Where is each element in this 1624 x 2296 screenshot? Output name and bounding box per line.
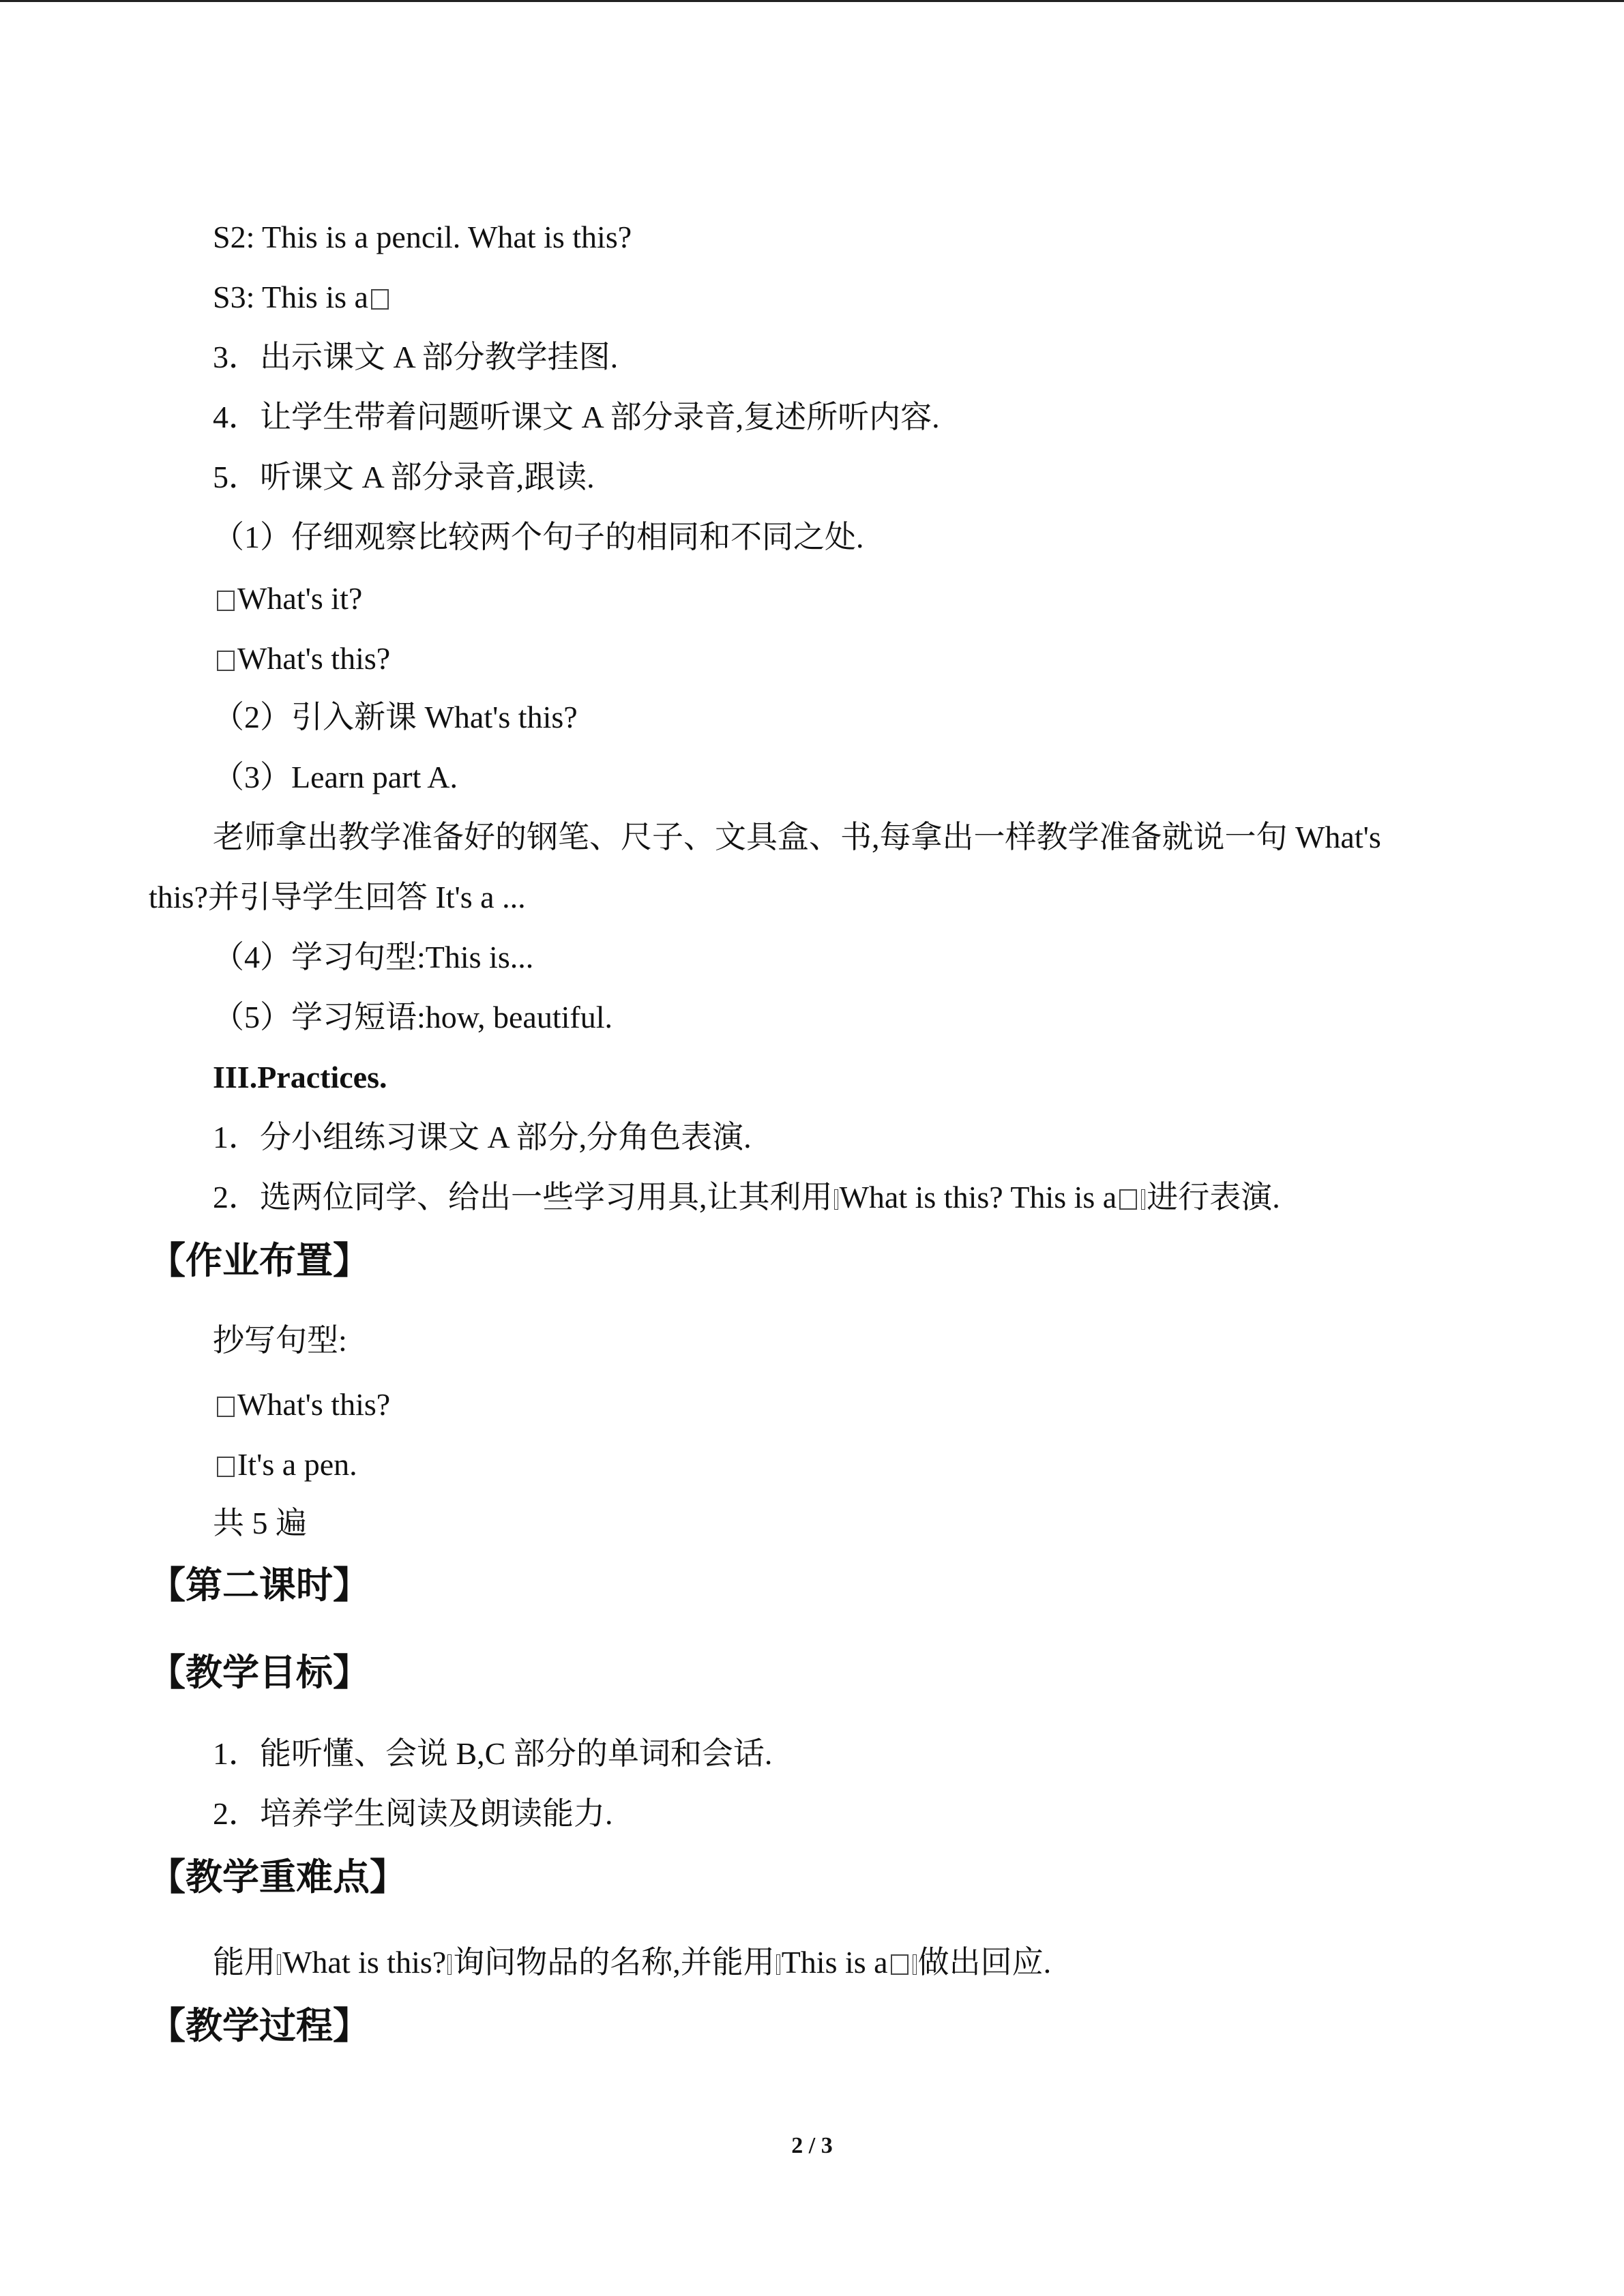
- placeholder-box-icon: [217, 591, 235, 611]
- text-line: 共 5 遍: [213, 1506, 307, 1540]
- placeholder-box-icon: [834, 1189, 838, 1210]
- text-span: 能用: [213, 1945, 276, 1980]
- text-line: 2．培养学生阅读及朗读能力.: [213, 1796, 613, 1831]
- placeholder-box-icon: [217, 1397, 235, 1417]
- text-span: This is a: [781, 1945, 888, 1980]
- placeholder-box-icon: [1141, 1189, 1145, 1210]
- text-line: [213, 578, 362, 619]
- text-line: this?并引导学生回答 It's a ...: [149, 880, 526, 914]
- page-number: 2 / 3: [791, 2133, 833, 2158]
- placeholder-box-icon: [891, 1954, 909, 1975]
- section-subtitle: III.Practices.: [213, 1060, 387, 1094]
- text-line: [213, 1444, 357, 1485]
- text-span: What's it?: [237, 581, 363, 616]
- text-span: 做出回应.: [917, 1945, 1052, 1980]
- section-heading-homework: 【作业布置】: [149, 1239, 370, 1282]
- text-span: 进行表演.: [1147, 1180, 1280, 1214]
- section-heading-lesson2: 【第二课时】: [149, 1564, 370, 1607]
- text-line: 1．能听懂、会说 B,C 部分的单词和会话.: [213, 1736, 773, 1771]
- placeholder-box-icon: [371, 289, 389, 310]
- text-line: [213, 1384, 390, 1425]
- text-line: （5）学习短语:how, beautiful.: [213, 1000, 613, 1034]
- text-line: [213, 1177, 1280, 1218]
- text-line: 3．出示课文 A 部分教学挂图.: [213, 340, 619, 374]
- text-line: 老师拿出教学准备好的钢笔、尺子、文具盒、书,每拿出一样教学准备就说一句 What's: [213, 820, 1381, 854]
- placeholder-box-icon: [447, 1954, 452, 1975]
- text-span: What's this?: [237, 1387, 391, 1422]
- text-line: 1．分小组练习课文 A 部分,分角色表演.: [213, 1120, 752, 1154]
- text-span: It's a pen.: [237, 1447, 357, 1482]
- placeholder-box-icon: [217, 651, 235, 671]
- section-heading-keypoints: 【教学重难点】: [149, 1855, 407, 1898]
- text-line: 抄写句型:: [213, 1323, 347, 1358]
- text-line: S2: This is a pencil. What is this?: [213, 220, 632, 254]
- text-span: What is this?: [282, 1945, 447, 1980]
- text-line: [213, 638, 390, 679]
- text-span: What is this? This is a: [839, 1180, 1117, 1214]
- placeholder-box-icon: [913, 1954, 917, 1975]
- text-line: 4．让学生带着问题听课文 A 部分录音,复述所听内容.: [213, 400, 940, 434]
- placeholder-box-icon: [217, 1457, 235, 1477]
- text-line: [213, 277, 392, 318]
- text-line: （4）学习句型:This is...: [213, 940, 534, 974]
- section-heading-process: 【教学过程】: [149, 2004, 370, 2047]
- section-heading-goals: 【教学目标】: [149, 1651, 370, 1694]
- text-line: [213, 1942, 1051, 1983]
- text-span: 2．选两位同学、给出一些学习用具,让其利用: [213, 1180, 833, 1214]
- placeholder-box-icon: [1119, 1189, 1137, 1210]
- text-span: What's this?: [237, 641, 391, 676]
- text-line: （3）Learn part A.: [213, 760, 458, 794]
- placeholder-box-icon: [776, 1954, 780, 1975]
- placeholder-box-icon: [277, 1954, 281, 1975]
- text-line: （1）仔细观察比较两个句子的相同和不同之处.: [213, 520, 864, 554]
- text-span: S3: This is a: [213, 280, 368, 314]
- text-span: 询问物品的名称,并能用: [453, 1945, 775, 1980]
- text-line: （2）引入新课 What's this?: [213, 700, 578, 734]
- text-line: 5．听课文 A 部分录音,跟读.: [213, 460, 595, 494]
